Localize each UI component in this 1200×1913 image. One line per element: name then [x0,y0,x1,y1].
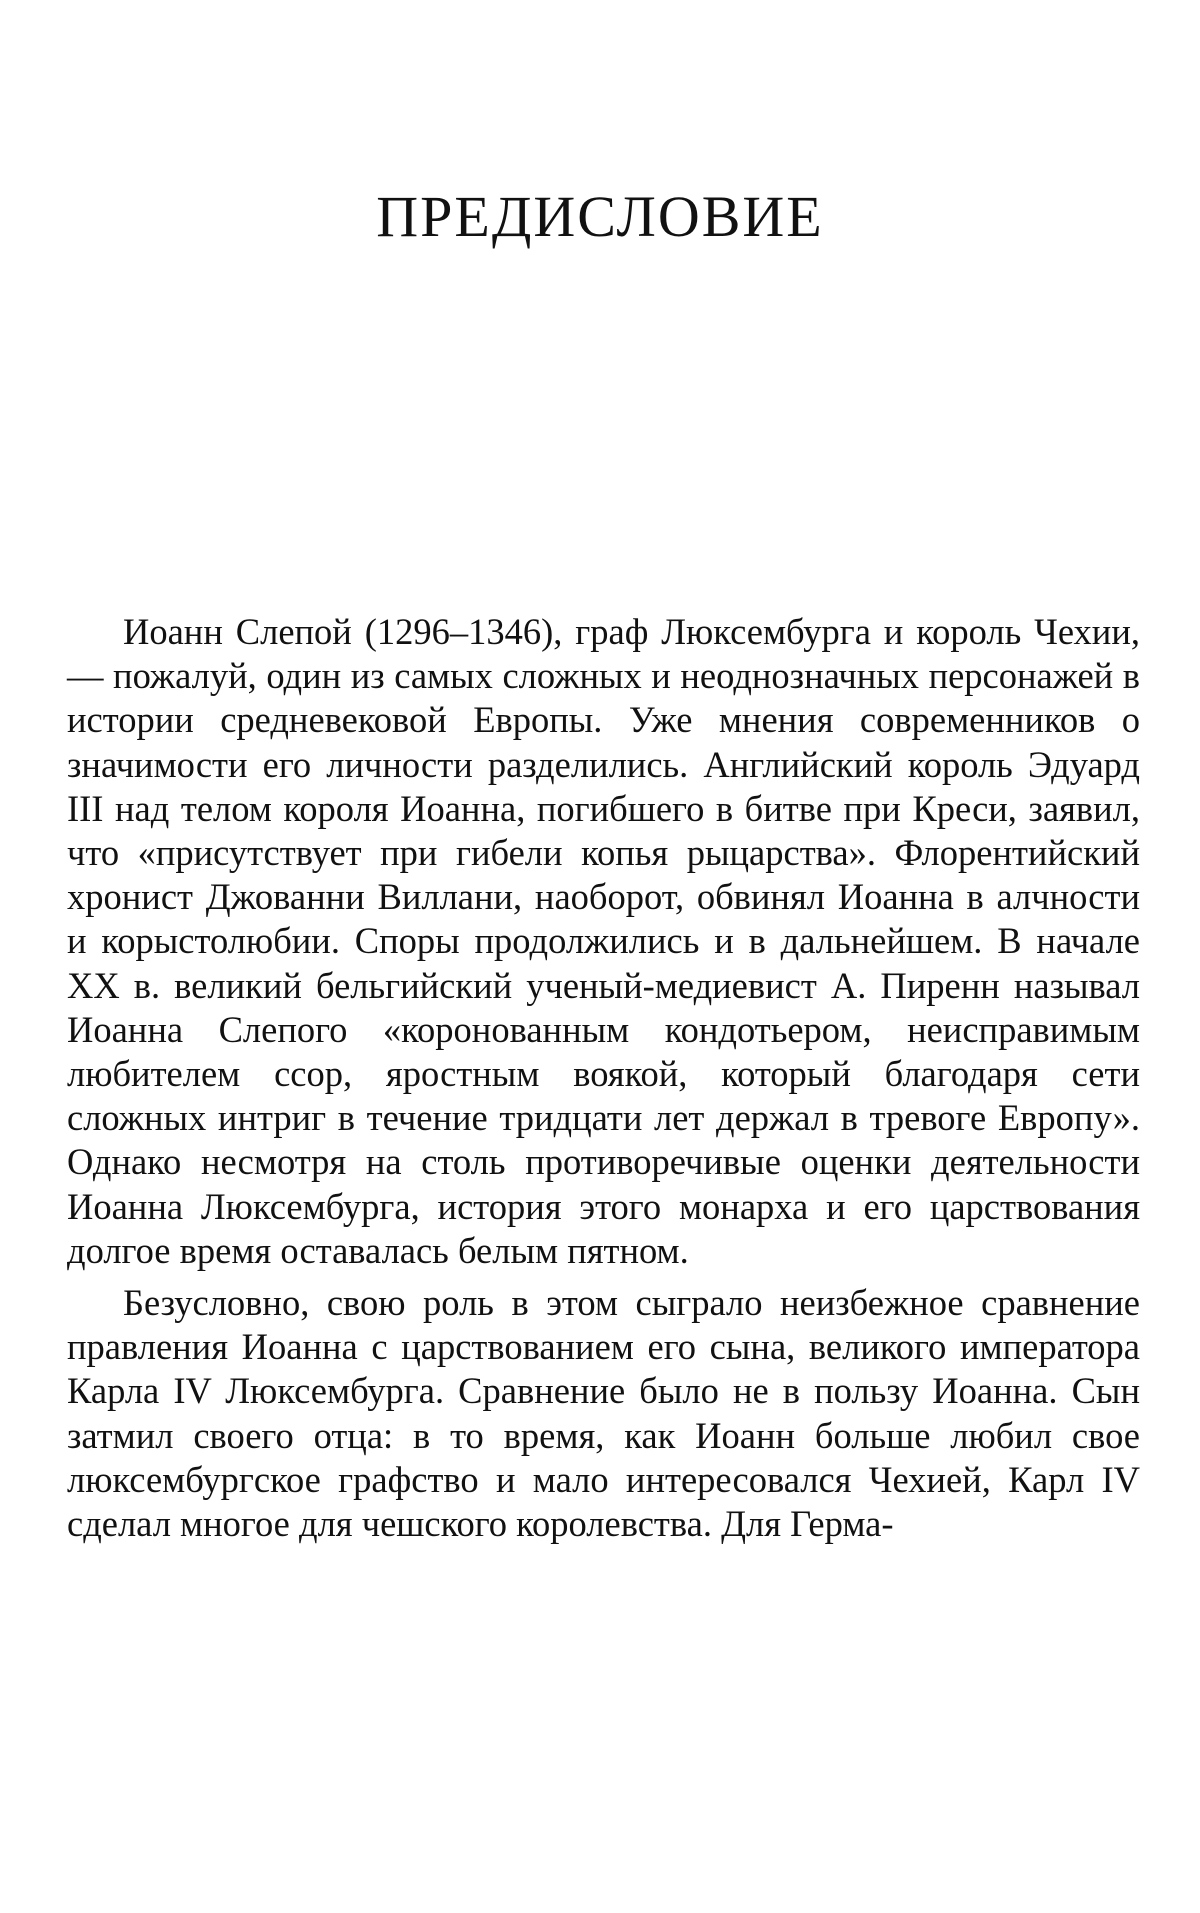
paragraph-2: Безусловно, свою роль в этом сыграло неизбежное сравнение правления Иоанна с царствованием его сына, великого императора Карла IV Люксембурга. Сравнение было не в пользу Иоанна. Сын затмил своего отца: в то время, как Иоанн больше любил свое люксембургское графство и мало интересовался Чехией, Карл IV сделал многое для чешского королевства. Для Герма- [67,1282,1140,1545]
page-heading: ПРЕДИСЛОВИЕ [376,184,824,249]
body-text [67,610,1140,1546]
paragraph-1: Иоанн Слепой (1296–1346), граф Люксембурга и король Чехии, — пожалуй, один из самых сложных и неоднозначных персонажей в истории средневековой Европы. Уже мнения современников о значимости его личности разделились. Английский король Эдуард III над телом короля Иоанна, погибшего в битве при Креси, заявил, что «присутствует при гибели копья рыцарства». Флорентийский хронист Джованни Виллани, наоборот, обвинял Иоанна в алчности и корыстолюбии. Споры продолжились и в дальнейшем. В начале XX в. великий бельгийский ученый-медиевист А. Пиренн называл Иоанна Слепого «коронованным кондотьером, неисправимым любителем ссор, яростным воякой, который благодаря сети сложных интриг в течение тридцати лет держал в тревоге Европу». Однако несмотря на столь противоречивые оценки деятельности Иоанна Люксембурга, история этого монарха и его царствования долгое время оставалась белым пятном. [67,611,1140,1271]
